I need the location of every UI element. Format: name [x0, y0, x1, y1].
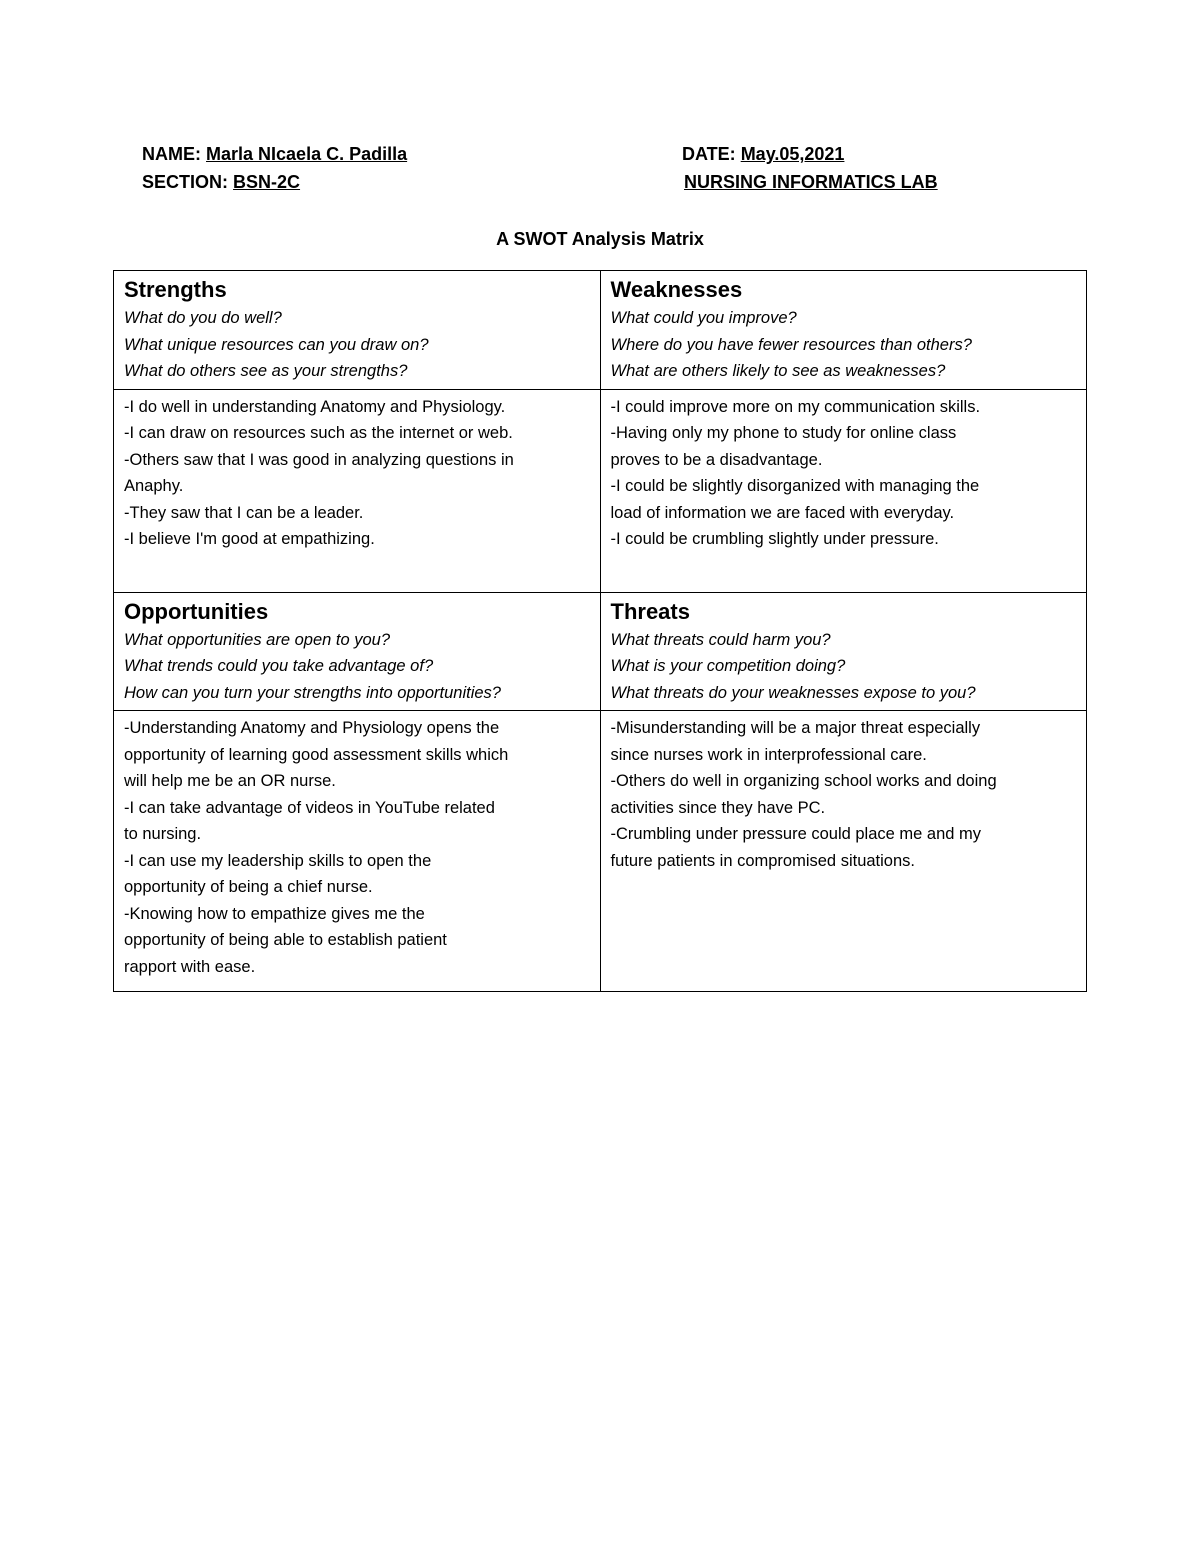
threats-answer: future patients in compromised situations. — [610, 851, 915, 870]
threats-question: What threats do your weaknesses expose to you? — [610, 683, 976, 702]
threats-answer-cell — [600, 711, 1087, 992]
opportunities-answer-cell — [114, 711, 601, 992]
date-value: May.05,2021 — [740, 144, 845, 164]
weaknesses-question: Where do you have fewer resources than others? — [610, 335, 972, 354]
section-value: BSN-2C — [233, 172, 301, 192]
opportunities-question: How can you turn your strengths into opportunities? — [124, 683, 501, 702]
strengths-answer: -I can draw on resources such as the internet or web. — [124, 424, 513, 442]
weaknesses-answer: -I could be crumbling slightly under pressure. — [610, 530, 939, 548]
threats-answer: -Crumbling under pressure could place me and my — [610, 825, 982, 843]
name-line — [142, 144, 407, 165]
date-line — [682, 144, 844, 165]
strengths-answer: -Others saw that I was good in analyzing questions in — [124, 450, 514, 469]
strengths-title: Strengths — [124, 277, 227, 302]
threats-question: What is your competition doing? — [610, 657, 846, 675]
name-value: Marla NIcaela C. Padilla — [206, 144, 408, 164]
strengths-answer: -I do well in understanding Anatomy and Physiology. — [124, 397, 506, 416]
opportunities-header-cell — [114, 592, 601, 711]
weaknesses-question: What could you improve? — [610, 309, 797, 327]
opportunities-answer: will help me be an OR nurse. — [124, 772, 336, 790]
name-label: NAME: — [142, 144, 201, 164]
opportunities-answer: -Understanding Anatomy and Physiology opens the — [124, 719, 500, 737]
weaknesses-header-cell — [600, 271, 1087, 390]
opportunities-answer: opportunity of being a chief nurse. — [124, 878, 373, 896]
strengths-answer: Anaphy. — [124, 477, 184, 495]
opportunities-answer: opportunity of being able to establish patient — [124, 931, 447, 949]
opportunities-answer: -I can take advantage of videos in YouTube related — [124, 798, 495, 817]
threats-answer: activities since they have PC. — [610, 798, 826, 817]
threats-header-cell — [600, 592, 1087, 711]
opportunities-question: What trends could you take advantage of? — [124, 657, 434, 675]
threats-answer: since nurses work in interprofessional care. — [610, 745, 927, 764]
strengths-answer: -They saw that I can be a leader. — [124, 503, 364, 522]
section-label: SECTION: — [142, 172, 229, 192]
threats-title: Threats — [610, 598, 690, 624]
strengths-question: What do others see as your strengths? — [124, 362, 408, 380]
weaknesses-answer: -I could improve more on my communication skills. — [610, 397, 981, 416]
threats-answer: -Misunderstanding will be a major threat especially — [610, 719, 981, 737]
course-title: NURSING INFORMATICS LAB — [684, 172, 938, 192]
opportunities-answer: -I can use my leadership skills to open the — [124, 851, 432, 870]
opportunities-answer: opportunity of learning good assessment skills which — [124, 745, 509, 764]
strengths-answer: -I believe I'm good at empathizing. — [124, 530, 375, 548]
weaknesses-answer: -I could be slightly disorganized with managing the — [610, 477, 980, 495]
strengths-header-cell — [114, 271, 601, 390]
section-line — [142, 172, 300, 193]
weaknesses-question: What are others likely to see as weaknesses? — [610, 362, 946, 380]
weaknesses-title: Weaknesses — [610, 277, 743, 302]
weaknesses-answer: -Having only my phone to study for online class — [610, 424, 957, 442]
threats-answer: -Others do well in organizing school works and doing — [610, 772, 997, 790]
weaknesses-answer-cell — [600, 389, 1087, 592]
strengths-answer-cell — [114, 389, 601, 592]
swot-matrix — [113, 270, 1087, 992]
date-label: DATE: — [682, 144, 736, 164]
opportunities-answer: rapport with ease. — [124, 957, 256, 976]
threats-question: What threats could harm you? — [610, 630, 831, 649]
opportunities-answer: to nursing. — [124, 825, 202, 843]
weaknesses-answer: load of information we are faced with everyday. — [610, 503, 955, 522]
strengths-question: What do you do well? — [124, 309, 282, 327]
opportunities-question: What opportunities are open to you? — [124, 630, 391, 649]
weaknesses-answer: proves to be a disadvantage. — [610, 450, 823, 469]
strengths-question: What unique resources can you draw on? — [124, 335, 429, 354]
matrix-title: A SWOT Analysis Matrix — [496, 229, 704, 249]
opportunities-title: Opportunities — [124, 598, 269, 624]
opportunities-answer: -Knowing how to empathize gives me the — [124, 904, 425, 923]
